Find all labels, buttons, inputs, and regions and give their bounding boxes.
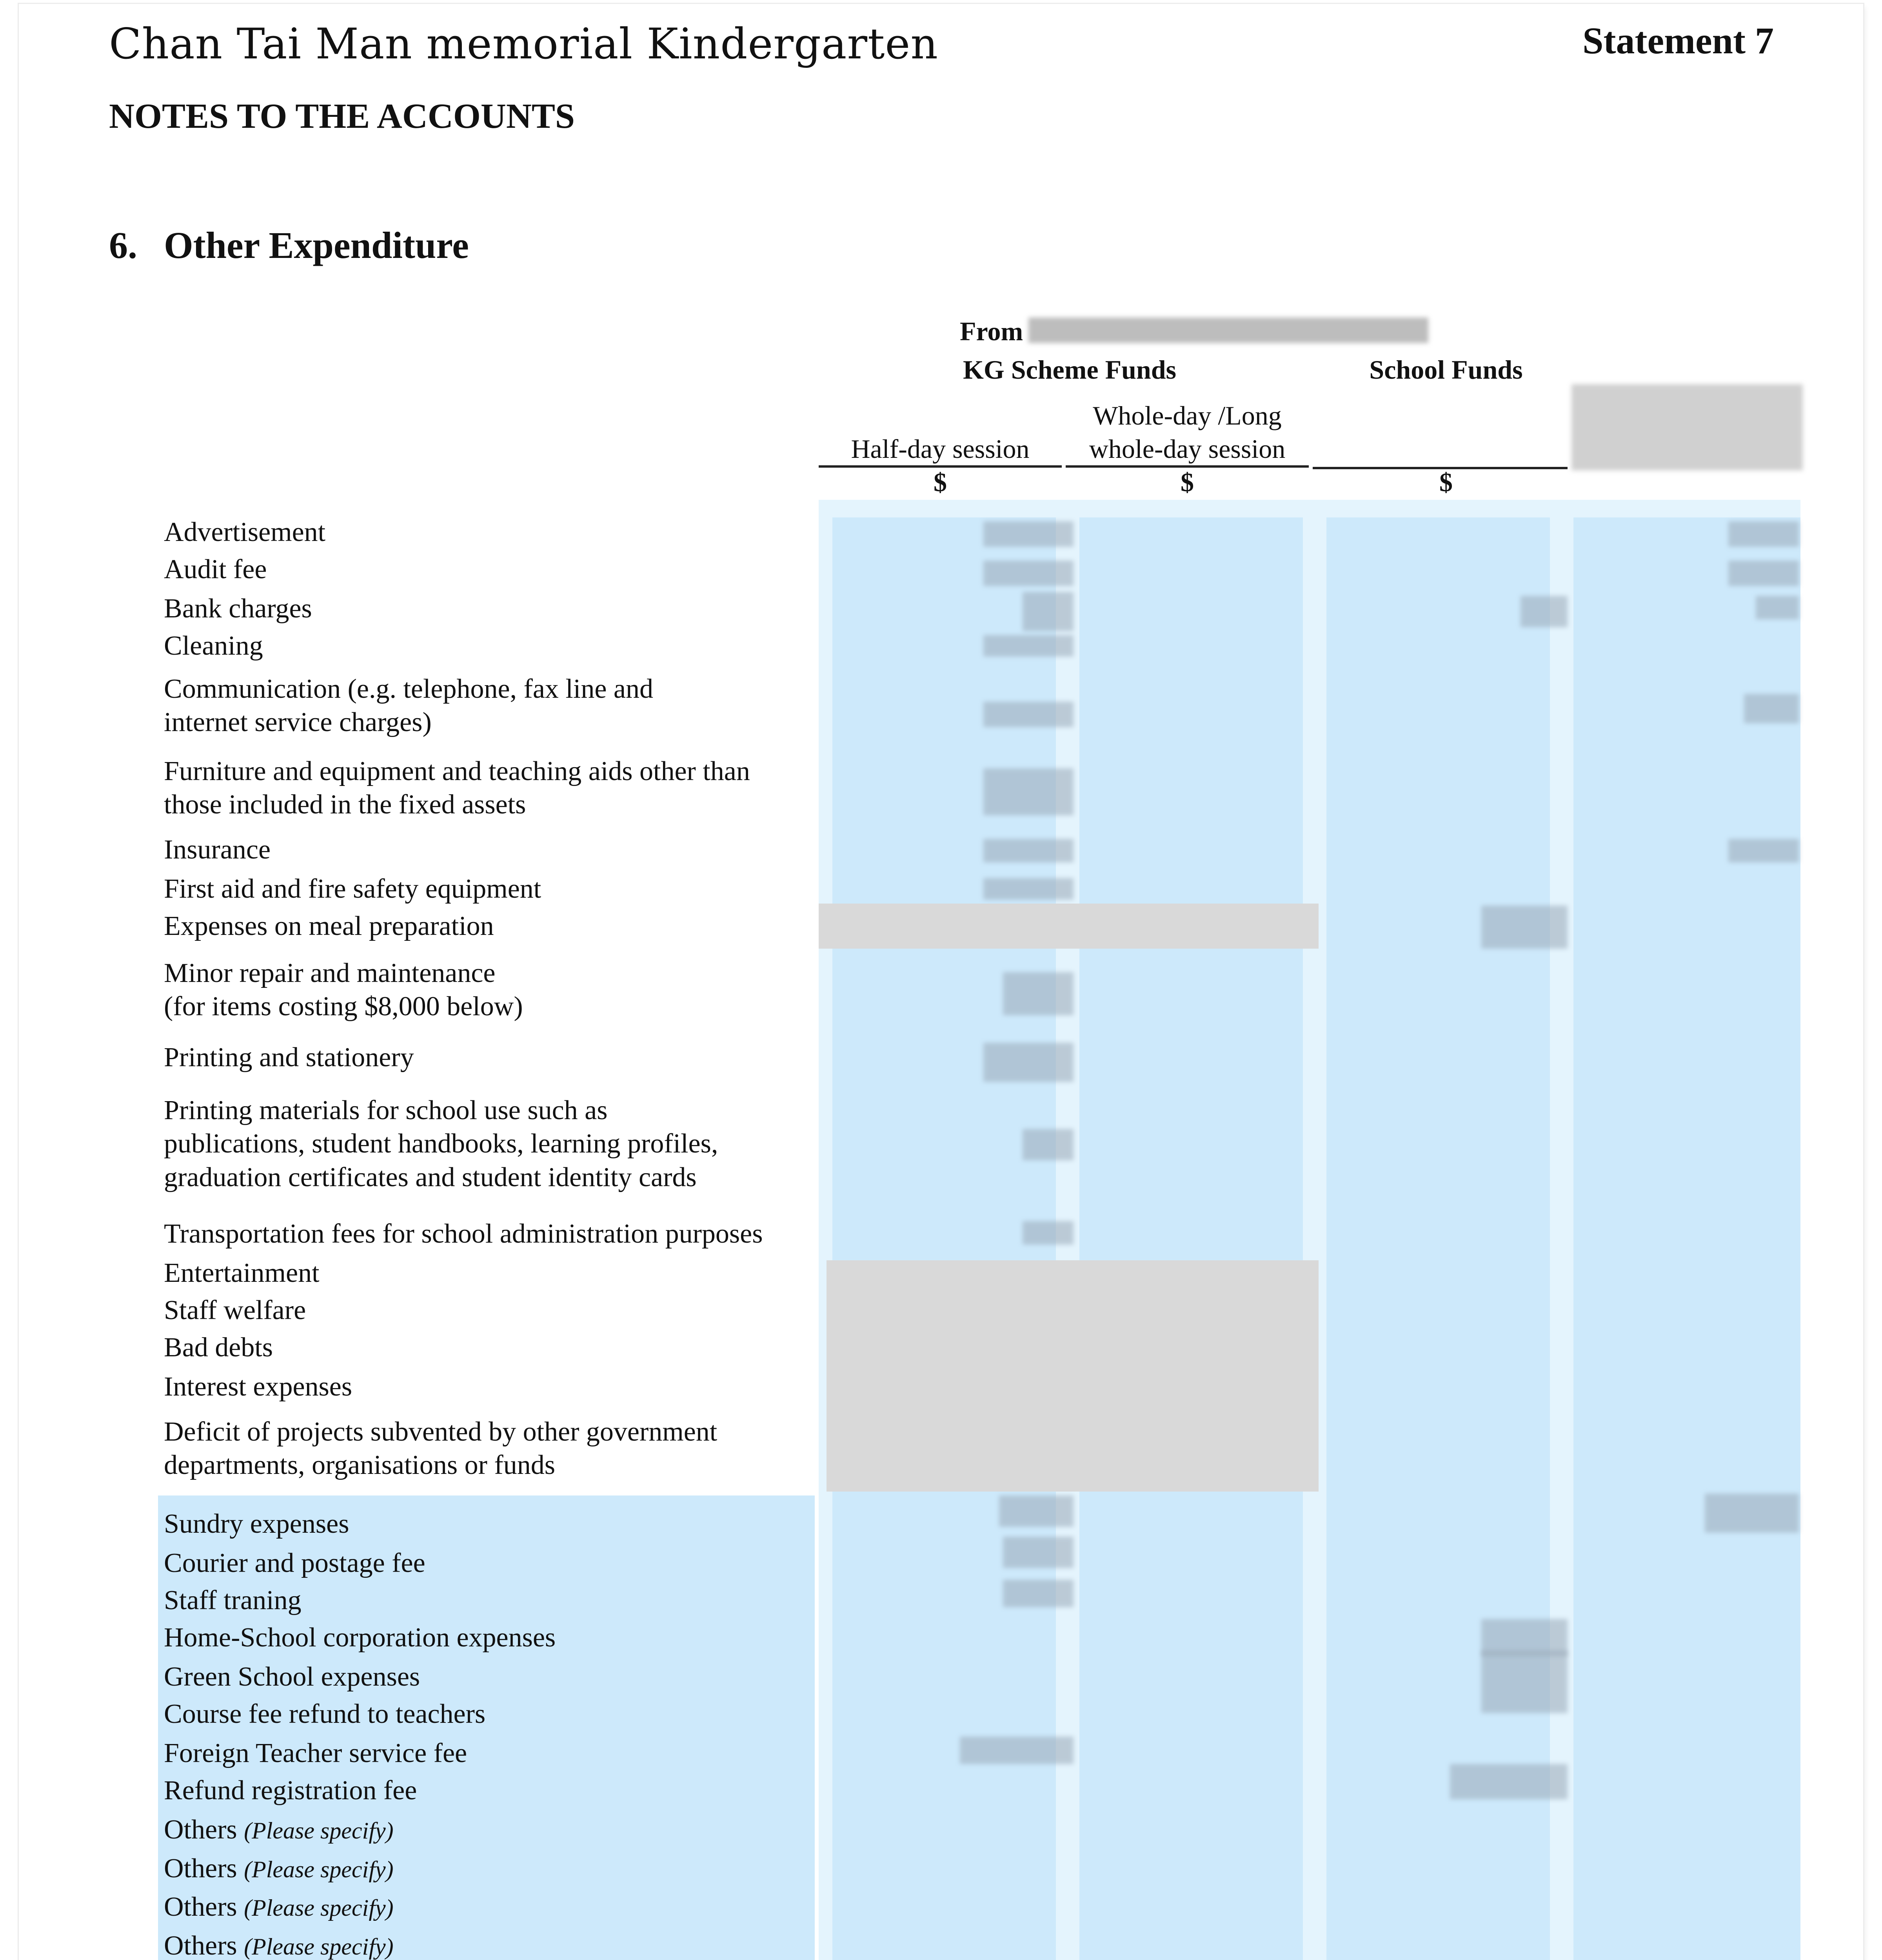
row-label: Sundry expenses bbox=[164, 1509, 349, 1539]
redacted-amount bbox=[1481, 1650, 1568, 1713]
please-specify-hint: (Please specify) bbox=[244, 1933, 394, 1960]
row-label: Furniture and equipment and teaching aids other than those included in the fixed assets bbox=[164, 756, 750, 820]
redacted-amount bbox=[1481, 906, 1568, 949]
row-label: Courier and postage fee bbox=[164, 1548, 425, 1578]
redacted-amount bbox=[1728, 521, 1799, 547]
row-label: Minor repair and maintenance (for items costing $8,000 below) bbox=[164, 958, 523, 1022]
redacted-amount bbox=[1520, 596, 1568, 627]
redacted-amount bbox=[983, 839, 1074, 862]
currency-school-funds: $ bbox=[1439, 467, 1453, 497]
redacted-amount bbox=[983, 702, 1074, 727]
section-number: 6. bbox=[109, 224, 137, 266]
row-label: Green School expenses bbox=[164, 1662, 420, 1692]
redacted-amount bbox=[1756, 596, 1799, 619]
redacted-amount bbox=[1003, 972, 1074, 1015]
please-specify-hint: (Please specify) bbox=[244, 1895, 394, 1921]
school-name: Chan Tai Man memorial Kindergarten bbox=[109, 20, 938, 69]
others-label: Others bbox=[164, 1815, 244, 1845]
total-column[interactable] bbox=[1573, 517, 1800, 1960]
others-row[interactable] bbox=[164, 1929, 394, 1960]
row-label: Cleaning bbox=[164, 631, 263, 661]
redacted-period bbox=[1028, 318, 1428, 343]
from-label: From bbox=[960, 316, 1023, 346]
redacted-amount bbox=[1023, 1221, 1074, 1245]
redacted-amount bbox=[1744, 694, 1799, 723]
row-label: Interest expenses bbox=[164, 1372, 352, 1402]
row-label: First aid and fire safety equipment bbox=[164, 874, 541, 904]
row-label: Home-School corporation expenses bbox=[164, 1622, 556, 1653]
redacted-amount bbox=[983, 1043, 1074, 1082]
others-label: Others bbox=[164, 1930, 244, 1960]
others-row[interactable] bbox=[164, 1852, 394, 1885]
row-label: Refund registration fee bbox=[164, 1775, 417, 1806]
others-row[interactable] bbox=[164, 1890, 394, 1924]
whole-day-header-line2: whole-day session bbox=[1066, 433, 1309, 468]
redacted-amount bbox=[1023, 1129, 1074, 1160]
row-label: Printing materials for school use such as publications, student handbooks, learning profiles, graduation certificates and student identity cards bbox=[164, 1095, 718, 1192]
row-label: Staff traning bbox=[164, 1585, 302, 1615]
school-funds-underline bbox=[1313, 433, 1568, 469]
section-title: Other Expenditure bbox=[164, 224, 469, 266]
others-label: Others bbox=[164, 1892, 244, 1922]
others-label: Others bbox=[164, 1853, 244, 1884]
please-specify-hint: (Please specify) bbox=[244, 1856, 394, 1882]
document-page bbox=[19, 4, 1863, 1960]
currency-half-day: $ bbox=[934, 467, 947, 497]
row-label: Staff welfare bbox=[164, 1295, 306, 1325]
redacted-amount bbox=[983, 635, 1074, 657]
redacted-amount bbox=[1003, 1537, 1074, 1568]
row-label: Insurance bbox=[164, 835, 271, 865]
redacted-amount bbox=[1023, 592, 1074, 631]
row-label: Foreign Teacher service fee bbox=[164, 1738, 467, 1768]
redacted-amount bbox=[999, 1495, 1074, 1527]
school-funds-header: School Funds bbox=[1369, 355, 1523, 385]
row-label: Bank charges bbox=[164, 593, 312, 624]
redacted-amount bbox=[983, 878, 1074, 900]
redacted-amount bbox=[1705, 1494, 1799, 1533]
kg-scheme-funds-header: KG Scheme Funds bbox=[963, 355, 1177, 385]
redacted-amount bbox=[1450, 1764, 1568, 1799]
please-specify-hint: (Please specify) bbox=[244, 1818, 394, 1844]
statement-number: Statement 7 bbox=[1582, 20, 1774, 62]
row-label: Transportation fees for school administration purposes bbox=[164, 1219, 763, 1249]
half-day-header: Half-day session bbox=[819, 433, 1062, 468]
redacted-amount bbox=[983, 521, 1074, 547]
redacted-amount bbox=[983, 561, 1074, 586]
currency-whole-day: $ bbox=[1181, 467, 1194, 497]
row-label: Advertisement bbox=[164, 517, 326, 547]
row-label: Expenses on meal preparation bbox=[164, 911, 494, 941]
na-meal-preparation bbox=[819, 904, 1319, 949]
whole-day-column[interactable] bbox=[1079, 517, 1303, 1960]
row-label: Audit fee bbox=[164, 554, 267, 584]
redacted-amount bbox=[1728, 561, 1799, 586]
redacted-amount bbox=[960, 1737, 1074, 1764]
na-block bbox=[827, 1260, 1319, 1492]
row-label: Entertainment bbox=[164, 1258, 320, 1288]
notes-title: NOTES TO THE ACCOUNTS bbox=[109, 97, 575, 136]
row-label: Printing and stationery bbox=[164, 1042, 414, 1073]
redacted-amount bbox=[983, 768, 1074, 815]
row-label: Course fee refund to teachers bbox=[164, 1699, 486, 1729]
row-label: Deficit of projects subvented by other government departments, organisations or funds bbox=[164, 1417, 718, 1481]
row-label: Bad debts bbox=[164, 1332, 273, 1363]
row-label: Communication (e.g. telephone, fax line and internet service charges) bbox=[164, 674, 653, 738]
school-funds-column[interactable] bbox=[1326, 517, 1550, 1960]
redacted-total-header bbox=[1571, 384, 1803, 470]
whole-day-header-line1: Whole-day /Long bbox=[1093, 401, 1282, 430]
others-row[interactable] bbox=[164, 1813, 394, 1846]
redacted-amount bbox=[1003, 1580, 1074, 1607]
redacted-amount bbox=[1728, 839, 1799, 862]
